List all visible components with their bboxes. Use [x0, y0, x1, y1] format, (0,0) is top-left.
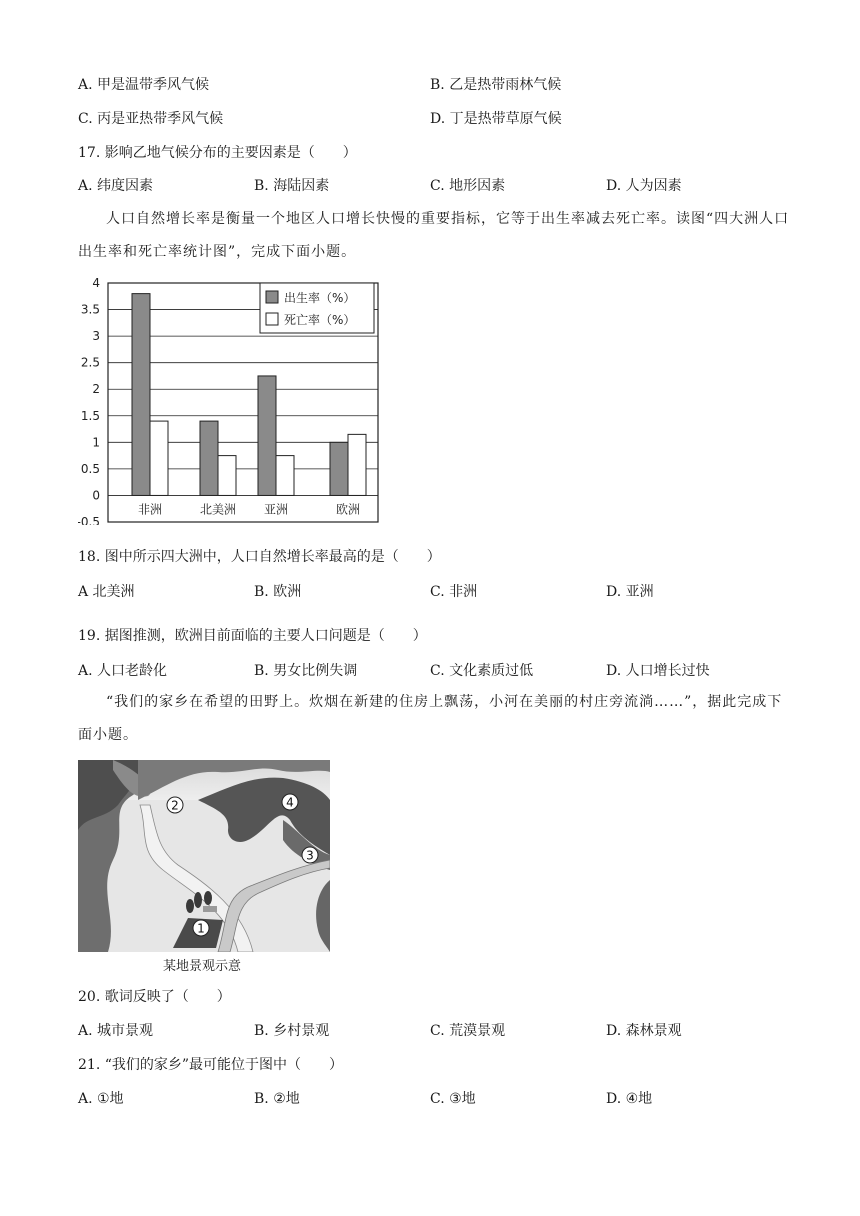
- q18-option-a: A 北美洲: [78, 584, 135, 600]
- x-category-label: 欧洲: [335, 502, 361, 517]
- y-tick-label: 1.5: [80, 408, 100, 423]
- q18-stem: 18. 图中所示四大洲中，人口自然增长率最高的是（ ）: [78, 549, 441, 565]
- song-intro: “我们的家乡在希望的田野上。炊烟在新建的住房上飘荡，小河在美丽的村庄旁流淌……”，据此完成下面小题。: [78, 694, 783, 743]
- svg-text:3: 3: [306, 848, 314, 863]
- population-intro: 人口自然增长率是衡量一个地区人口增长快慢的重要指标，它等于出生率减去死亡率。读图“四大洲人口出生率和死亡率统计图”，完成下面小题。: [78, 211, 790, 260]
- bar-death-rate: [276, 456, 294, 496]
- q16-option-c: C. 丙是亚热带季风气候: [78, 111, 224, 127]
- y-tick-label: 2.5: [80, 355, 100, 370]
- svg-text:1: 1: [197, 921, 205, 936]
- q16-option-d: D. 丁是热带草原气候: [430, 111, 562, 127]
- q18-option-b: B. 欧洲: [254, 584, 302, 600]
- population-chart: [78, 275, 380, 525]
- q19-option-c: C. 文化素质过低: [430, 663, 534, 679]
- y-tick-label: 0.5: [80, 461, 100, 476]
- q20-option-d: D. 森林景观: [606, 1023, 682, 1039]
- q16-option-a: A. 甲是温带季风气候: [78, 77, 210, 93]
- q19-option-b: B. 男女比例失调: [254, 663, 358, 679]
- q21-option-b: B. ②地: [254, 1091, 300, 1107]
- y-tick-label: -0.5: [78, 515, 100, 525]
- q17-option-d: D. 人为因素: [606, 178, 682, 194]
- q21-stem: 21. “我们的家乡”最可能位于图中（ ）: [78, 1057, 344, 1073]
- q21-option-a: A. ①地: [78, 1091, 124, 1107]
- q20-option-b: B. 乡村景观: [254, 1023, 330, 1039]
- y-tick-label: 0: [92, 488, 100, 503]
- y-tick-label: 2: [92, 382, 100, 397]
- x-category-label: 非洲: [137, 502, 163, 517]
- marker-3: [302, 847, 318, 863]
- y-tick-label: 1: [92, 435, 100, 450]
- x-category-label: 亚洲: [263, 502, 289, 517]
- legend-label-death: 死亡率（%）: [284, 313, 356, 327]
- bar-birth-rate: [258, 376, 276, 496]
- q17-option-b: B. 海陆因素: [254, 178, 330, 194]
- legend-swatch-death: [266, 313, 278, 325]
- bar-death-rate: [348, 434, 366, 495]
- y-tick-label: 3: [92, 329, 100, 344]
- q16-option-b: B. 乙是热带雨林气候: [430, 77, 562, 93]
- bar-death-rate: [218, 456, 236, 496]
- legend-label-birth: 出生率（%）: [284, 291, 356, 305]
- svg-text:4: 4: [286, 795, 294, 810]
- marker-1: [193, 920, 209, 936]
- q19-option-d: D. 人口增长过快: [606, 663, 710, 679]
- svg-text:2: 2: [171, 798, 179, 813]
- q20-option-c: C. 荒漠景观: [430, 1023, 506, 1039]
- x-category-label: 北美洲: [199, 502, 237, 517]
- bar-birth-rate: [200, 421, 218, 495]
- marker-2: [167, 797, 183, 813]
- q17-stem: 17. 影响乙地气候分布的主要因素是（ ）: [78, 145, 357, 161]
- marker-4: [282, 794, 298, 810]
- q18-option-c: C. 非洲: [430, 584, 478, 600]
- landscape-map: [78, 760, 330, 952]
- q21-option-d: D. ④地: [606, 1091, 653, 1107]
- legend-swatch-birth: [266, 291, 278, 303]
- q18-option-d: D. 亚洲: [606, 584, 654, 600]
- q20-stem: 20. 歌词反映了（ ）: [78, 989, 231, 1005]
- q19-stem: 19. 据图推测，欧洲目前面临的主要人口问题是（ ）: [78, 628, 427, 644]
- q20-option-a: A. 城市景观: [78, 1023, 154, 1039]
- q19-option-a: A. 人口老龄化: [78, 663, 168, 679]
- q21-option-c: C. ③地: [430, 1091, 476, 1107]
- y-tick-label: 4: [92, 276, 100, 290]
- bar-birth-rate: [330, 442, 348, 495]
- q17-option-a: A. 纬度因素: [78, 178, 154, 194]
- map-caption: 某地景观示意: [163, 959, 242, 974]
- q17-option-c: C. 地形因素: [430, 178, 506, 194]
- y-tick-label: 3.5: [80, 302, 100, 317]
- bar-death-rate: [150, 421, 168, 495]
- bar-birth-rate: [132, 294, 150, 496]
